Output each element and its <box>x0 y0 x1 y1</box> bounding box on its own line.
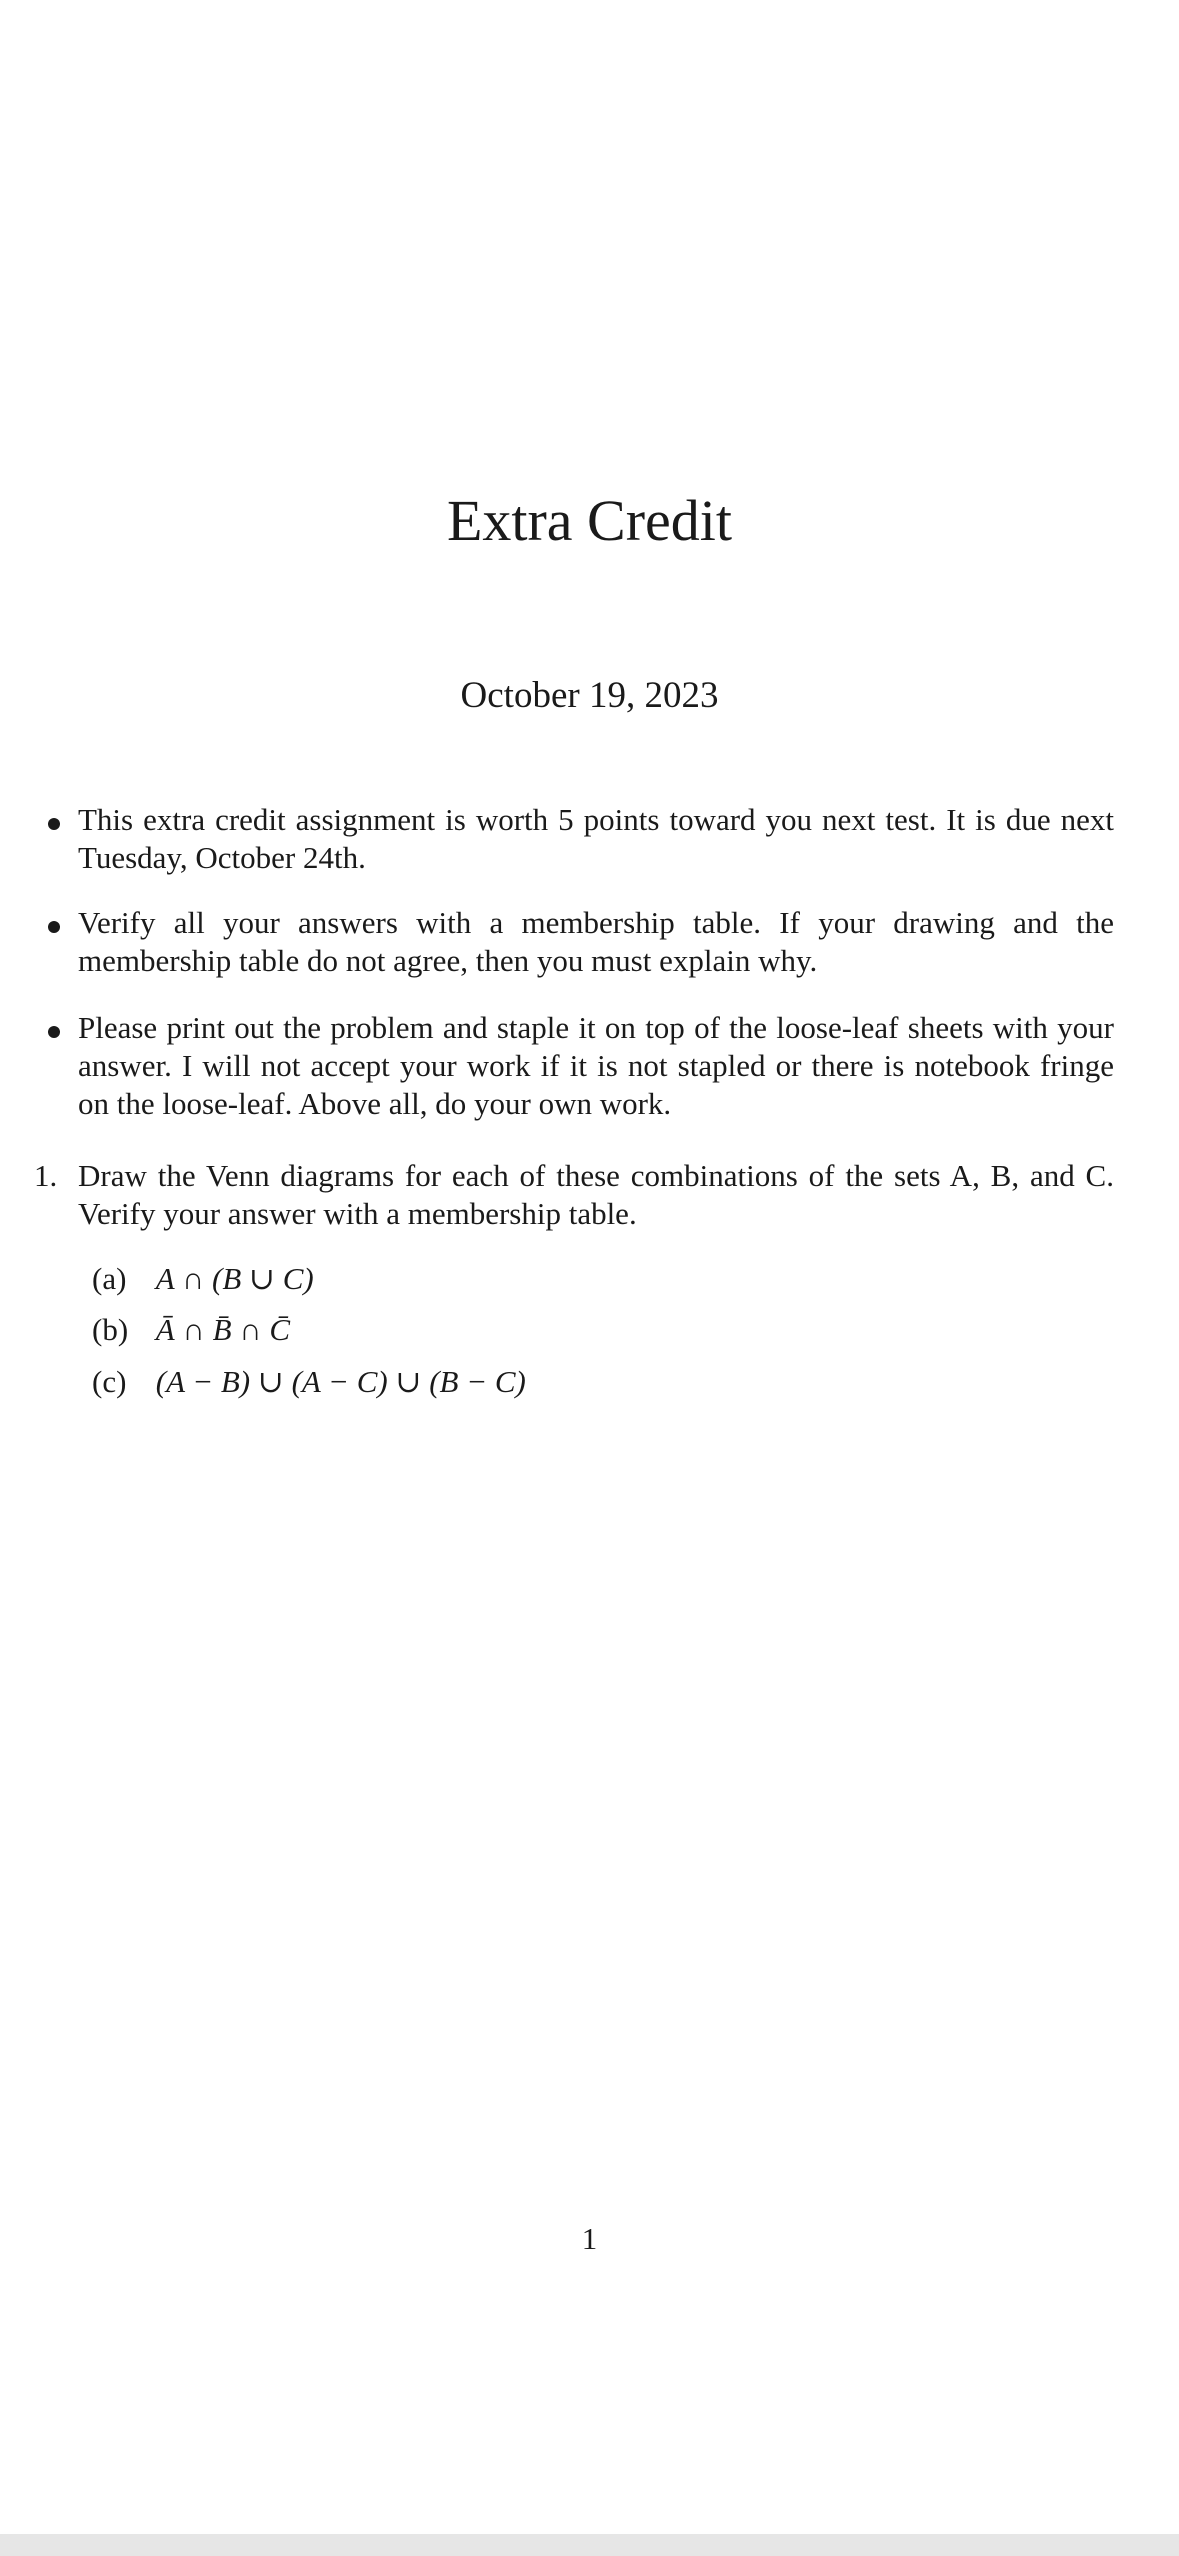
instruction-bullet-2: Verify all your answers with a membership table. If your drawing and the membership table do not agree, then you must explain why. <box>78 905 1114 978</box>
set-expression: Ā ∩ B̄ ∩ C̄ <box>155 1312 291 1347</box>
part-label: (a) <box>92 1261 127 1296</box>
bullet-dot <box>48 818 60 830</box>
problem-part-c <box>92 1363 526 1401</box>
document-title: Extra Credit <box>446 488 733 553</box>
problem-number: 1. <box>34 1158 58 1193</box>
set-expression: A ∩ (B ∪ C) <box>155 1261 314 1296</box>
bullet-dot <box>48 921 60 933</box>
part-label: (b) <box>92 1312 129 1347</box>
problem-part-a <box>92 1260 314 1298</box>
document-date: October 19, 2023 <box>460 675 719 716</box>
viewer-bottom-bar <box>0 2534 1179 2556</box>
instruction-bullet-3: Please print out the problem and staple it on top of the loose-leaf sheets with your answer. I will not accept your work if it is not stapled or there is notebook fringe on the loose-leaf. Above all, do your own work. <box>78 1010 1114 1121</box>
set-expression: (A − B) ∪ (A − C) ∪ (B − C) <box>155 1364 526 1399</box>
page-number: 1 <box>581 2221 598 2256</box>
part-label: (c) <box>92 1364 127 1399</box>
bullet-dot <box>48 1026 60 1038</box>
problem-part-b <box>92 1311 290 1349</box>
problem-text: Draw the Venn diagrams for each of these combinations of the sets A, B, and C. Verify your answer with a membership table. <box>78 1158 1114 1231</box>
instruction-bullet-1: This extra credit assignment is worth 5 points toward you next test. It is due next Tuesday, October 24th. <box>78 802 1114 875</box>
